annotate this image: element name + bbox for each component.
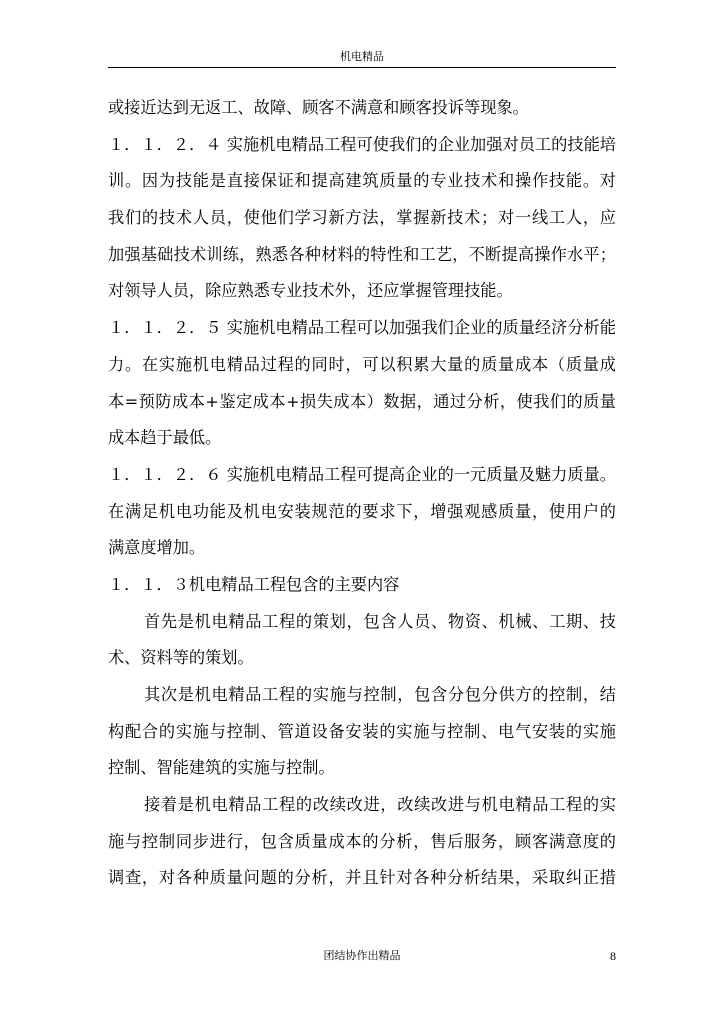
paragraph-line: 力。在实施机电精品过程的同时，可以积累大量的质量成本（质量成 xyxy=(108,354,616,374)
paragraph-line: 或接近达到无返工、故障、顾客不满意和顾客投诉等现象。 xyxy=(108,98,529,117)
paragraph-line: 本=预防成本+鉴定成本+损失成本）数据，通过分析，使我们的质量 xyxy=(108,391,616,411)
paragraph-line: 控制、智能建筑的实施与控制。 xyxy=(108,758,335,778)
header-divider xyxy=(108,67,616,68)
footer-text: 团结协作出精品 xyxy=(323,949,401,962)
paragraph-line: 施与控制同步进行，包含质量成本的分析，售后服务，顾客满意度的 xyxy=(108,831,616,851)
paragraph-line: 构配合的实施与控制、管道设备安装的实施与控制、电气安装的实施 xyxy=(108,721,616,741)
paragraph-line: 成本趋于最低。 xyxy=(108,428,222,448)
paragraph-line: 术、资料等的策划。 xyxy=(108,648,254,668)
document-body xyxy=(108,90,616,897)
paragraph-line: 我们的技术人员，使他们学习新方法，掌握新技术；对一线工人，应 xyxy=(108,208,616,228)
paragraph-line: 其次是机电精品工程的实施与控制，包含分包分供方的控制，结 xyxy=(144,685,616,704)
paragraph-line: 接着是机电精品工程的改续改进，改续改进与机电精品工程的实 xyxy=(144,795,616,815)
page-number: 8 xyxy=(610,949,616,963)
paragraph-line: １．１．２．５ 实施机电精品工程可以加强我们企业的质量经济分析能 xyxy=(108,318,616,338)
paragraph-line: １．１．２．６ 实施机电精品工程可提高企业的一元质量及魅力质量。 xyxy=(108,464,616,484)
page-header: 机电精品 xyxy=(340,50,384,63)
paragraph-line: 对领导人员，除应熟悉专业技术外，还应掌握管理技能。 xyxy=(108,281,513,301)
page-footer xyxy=(108,948,616,964)
paragraph-line: 在满足机电功能及机电安装规范的要求下，增强观感质量，使用户的 xyxy=(108,501,616,521)
paragraph-line: 首先是机电精品工程的策划，包含人员、物资、机械、工期、技 xyxy=(144,611,616,631)
section-heading: １．１．３机电精品工程包含的主要内容 xyxy=(108,574,400,594)
paragraph-line: １．１．２．４ 实施机电精品工程可使我们的企业加强对员工的技能培 xyxy=(108,134,616,154)
paragraph-line: 训。因为技能是直接保证和提高建筑质量的专业技术和操作技能。对 xyxy=(108,171,616,191)
paragraph-line: 调查，对各种质量问题的分析，并且针对各种分析结果，采取纠正措 xyxy=(108,868,616,888)
paragraph-line: 加强基础技术训练，熟悉各种材料的特性和工艺，不断提高操作水平； xyxy=(108,244,616,264)
paragraph-line: 满意度增加。 xyxy=(108,538,206,558)
